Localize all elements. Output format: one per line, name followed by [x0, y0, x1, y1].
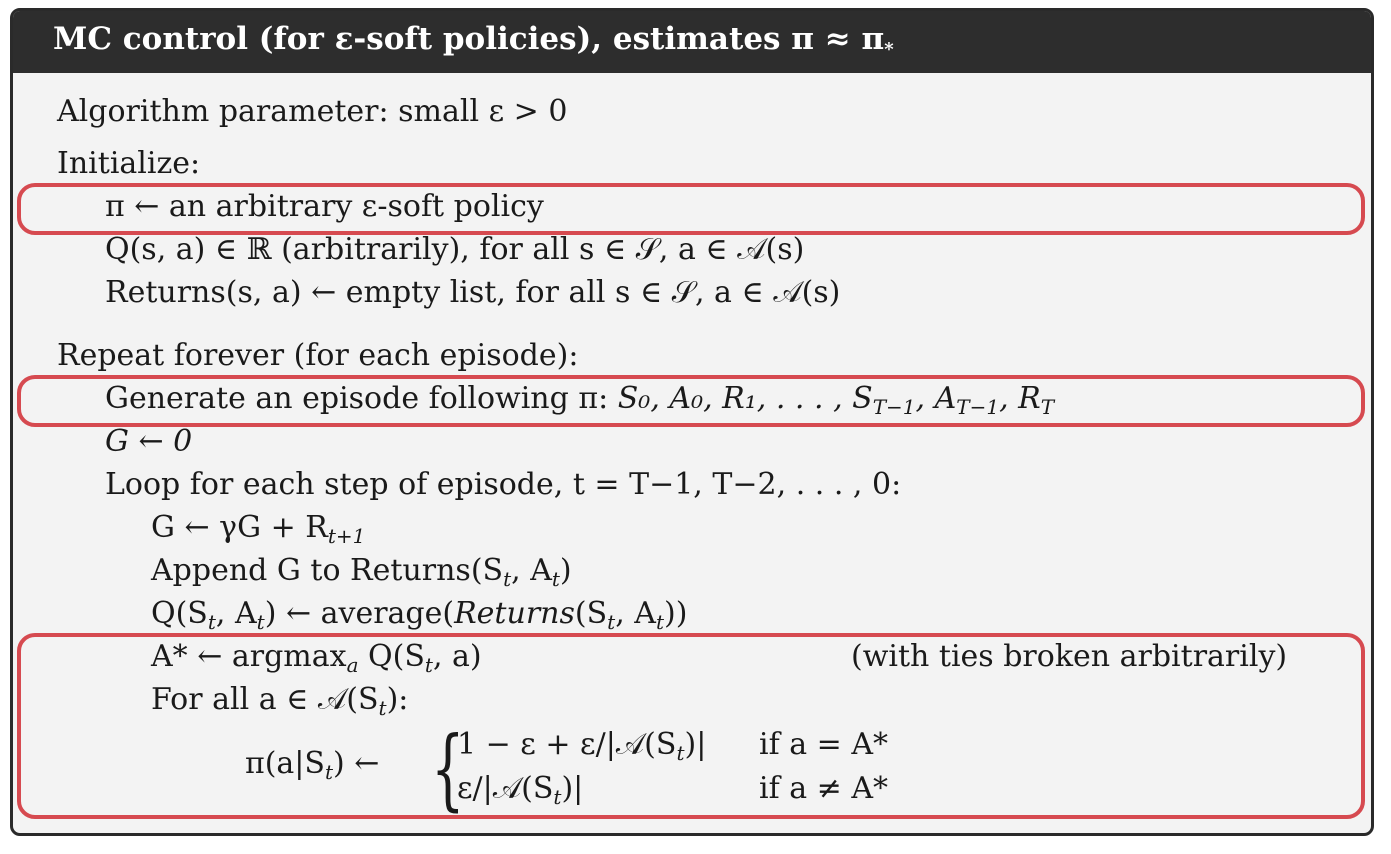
- g-zero-line: G ← 0: [105, 424, 193, 459]
- argmax-line: A* ← argmax$_a$ $Q(S_t$, a): [151, 639, 482, 677]
- policy-init-line: π ← an arbitrary ε-soft policy: [105, 189, 544, 224]
- q-update-line: $Q(S_t$, $A_t$) ← $average(Returns(S_t$, $A_t$)): [151, 596, 688, 634]
- ties-note: (with ties broken arbitrarily): [851, 639, 1288, 674]
- case-2-cond: if a ≠ A*: [759, 771, 888, 806]
- algorithm-title: MC control (for ε-soft policies), estimates $\pi \approx \pi_*$: [53, 21, 894, 60]
- case-1-cond: if a = A*: [759, 727, 888, 762]
- episode-sequence: S₀, A₀, R₁, . . . , $S_{T-1}$, $A_{T-1}$, $R_T$: [617, 381, 1055, 419]
- cases-brace: {: [431, 717, 465, 820]
- policy-update-lhs: $\pi(a|S_t)$ ←: [245, 746, 380, 784]
- highlight-policy-init: [17, 183, 1365, 235]
- g-update-line: G ← $\gamma G + R_{t+1}$: [151, 510, 366, 548]
- case-2-expr: $\varepsilon/|𝒜(S_t)|$: [457, 771, 584, 809]
- for-all-line: For all a ∈ $𝒜(S_t)$:: [151, 682, 409, 720]
- loop-line: Loop for each step of episode, t = T−1, T−2, . . . , 0:: [105, 467, 902, 502]
- repeat-line: Repeat forever (for each episode):: [57, 338, 579, 373]
- highlight-generate-episode: [17, 375, 1365, 427]
- append-line: Append G to $Returns(S_t$, $A_t$): [151, 553, 572, 591]
- algorithm-box: [10, 8, 1374, 836]
- returns-init-line: Returns(s, a) ← empty list, for all s ∈ 𝒮, a ∈ 𝒜(s): [105, 275, 841, 310]
- q-init-line: Q(s, a) ∈ ℝ (arbitrarily), for all s ∈ 𝒮, a ∈ 𝒜(s): [105, 232, 805, 267]
- case-1-expr: $1 - \varepsilon + \varepsilon/|𝒜(S_t)|$: [457, 727, 707, 765]
- initialize-line: Initialize:: [57, 146, 201, 181]
- generate-prefix: Generate an episode following π:: [105, 381, 609, 416]
- param-line: Algorithm parameter: small ε > 0: [57, 94, 568, 129]
- highlight-policy-improvement: [17, 633, 1365, 819]
- algorithm-header: [13, 11, 1371, 73]
